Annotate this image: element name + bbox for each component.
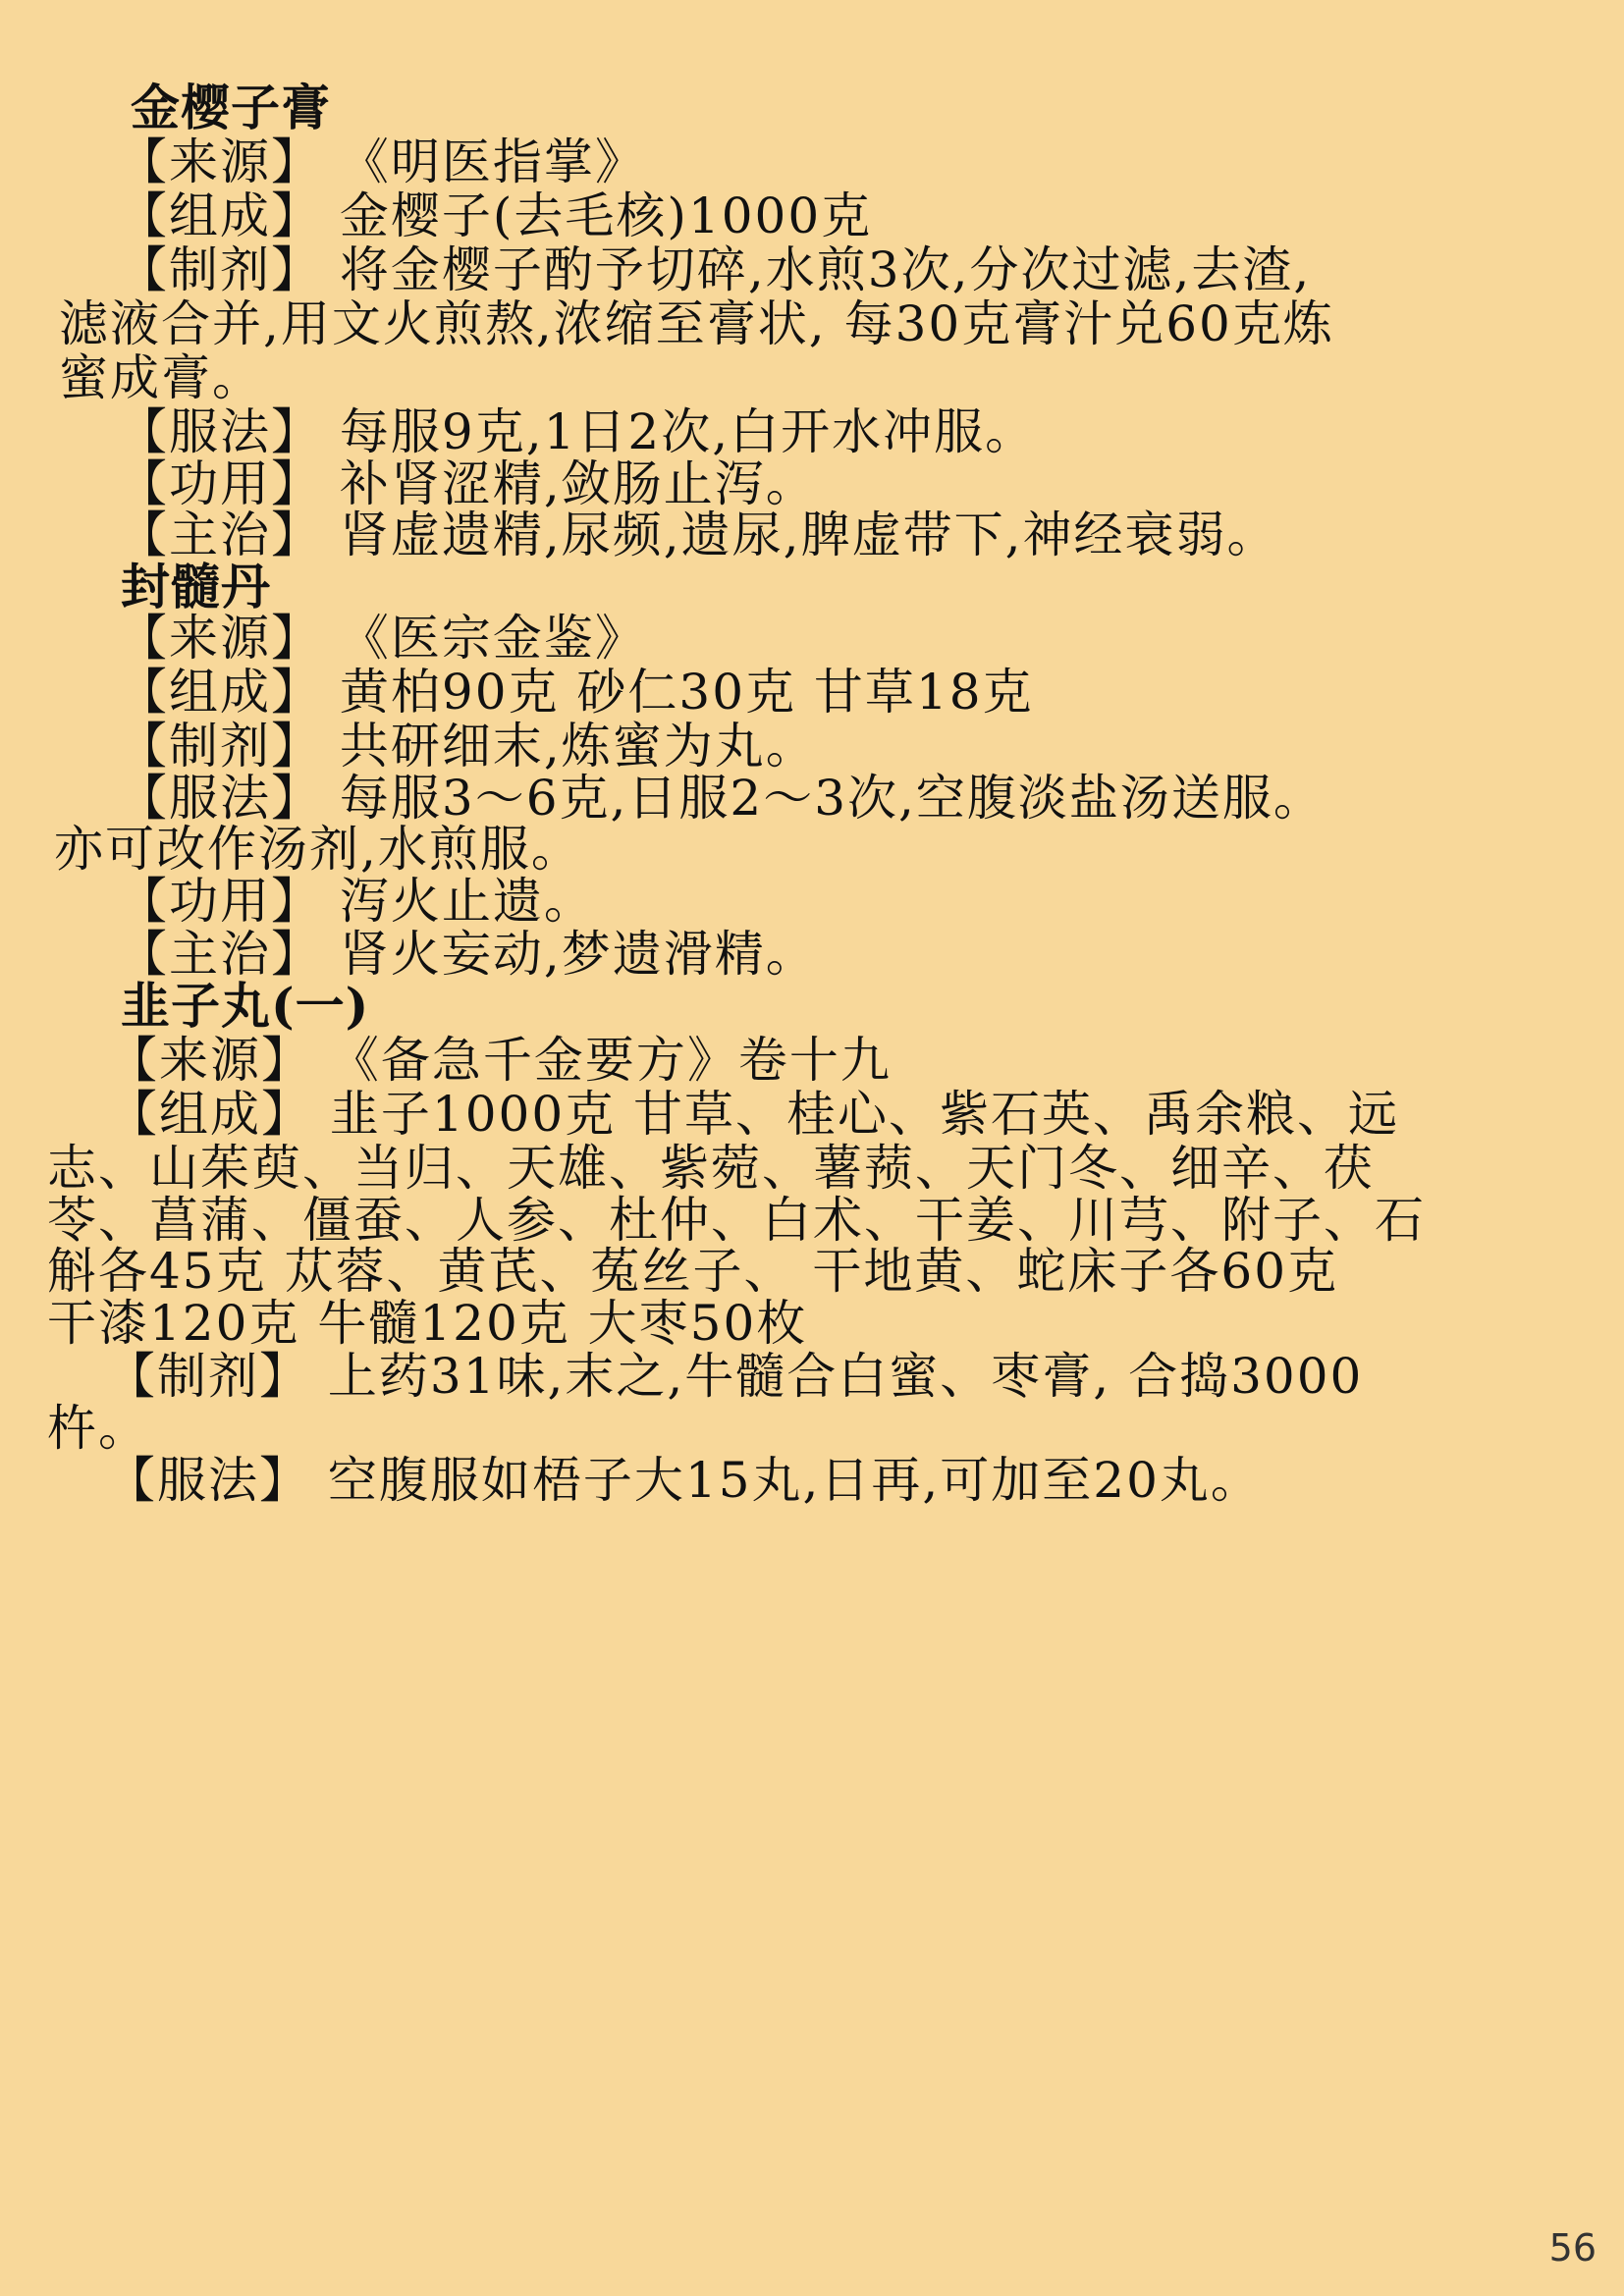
text-line: 【主治】 肾火妄动,梦遗滑精。 <box>118 926 817 983</box>
heading-jiuzi-wan: 韭子丸(一) <box>121 977 370 1035</box>
text-line: 【功用】 泻火止遗。 <box>118 873 595 930</box>
text-line: 苓、菖蒲、僵蚕、人参、杜仲、白术、干姜、川芎、附子、石 <box>47 1192 1426 1249</box>
text-line: 【服法】 每服3～6克,日服2～3次,空腹淡盐汤送服。 <box>118 770 1325 827</box>
text-line: 【来源】 《明医指掌》 <box>118 133 646 190</box>
text-line: 【主治】 肾虚遗精,尿频,遗尿,脾虚带下,神经衰弱。 <box>118 507 1278 563</box>
heading-fengsui-dan: 封髓丹 <box>121 558 271 615</box>
heading-jinyingzi-gao: 金樱子膏 <box>131 79 331 136</box>
text-line: 【制剂】 将金樱子酌予切碎,水煎3次,分次过滤,去渣, <box>118 241 1312 298</box>
page-number: 56 <box>1548 2226 1597 2269</box>
text-line: 【服法】 每服9克,1日2次,白开水冲服。 <box>118 403 1037 460</box>
text-line: 【来源】 《医宗金鉴》 <box>118 610 646 667</box>
text-line: 【制剂】 共研细末,炼蜜为丸。 <box>118 718 817 774</box>
text-line: 【来源】 《备急千金要方》卷十九 <box>108 1032 892 1089</box>
text-line: 【组成】 金樱子(去毛核)1000克 <box>118 187 873 244</box>
text-line: 滤液合并,用文火煎熬,浓缩至膏状, 每30克膏汁兑60克炼 <box>59 295 1334 352</box>
text-line: 【组成】 韭子1000克 甘草、桂心、紫石英、禹余粮、远 <box>108 1086 1400 1143</box>
text-line: 【组成】 黄柏90克 砂仁30克 甘草18克 <box>118 664 1034 721</box>
text-line: 【功用】 补肾涩精,敛肠止泻。 <box>118 455 817 512</box>
text-line: 亦可改作汤剂,水煎服。 <box>54 821 582 878</box>
text-line: 蜜成膏。 <box>59 349 263 406</box>
text-line: 杵。 <box>47 1400 149 1457</box>
text-line: 干漆120克 牛髓120克 大枣50枚 <box>47 1295 808 1352</box>
text-line: 【制剂】 上药31味,末之,牛髓合白蜜、枣膏, 合捣3000 <box>106 1348 1364 1405</box>
text-line: 志、山茱萸、当归、天雄、紫菀、薯蓣、天门冬、细辛、茯 <box>47 1140 1375 1197</box>
text-line: 【服法】 空腹服如梧子大15丸,日再,可加至20丸。 <box>106 1452 1262 1509</box>
text-line: 斛各45克 苁蓉、黄芪、菟丝子、 干地黄、蛇床子各60克 <box>47 1243 1339 1300</box>
